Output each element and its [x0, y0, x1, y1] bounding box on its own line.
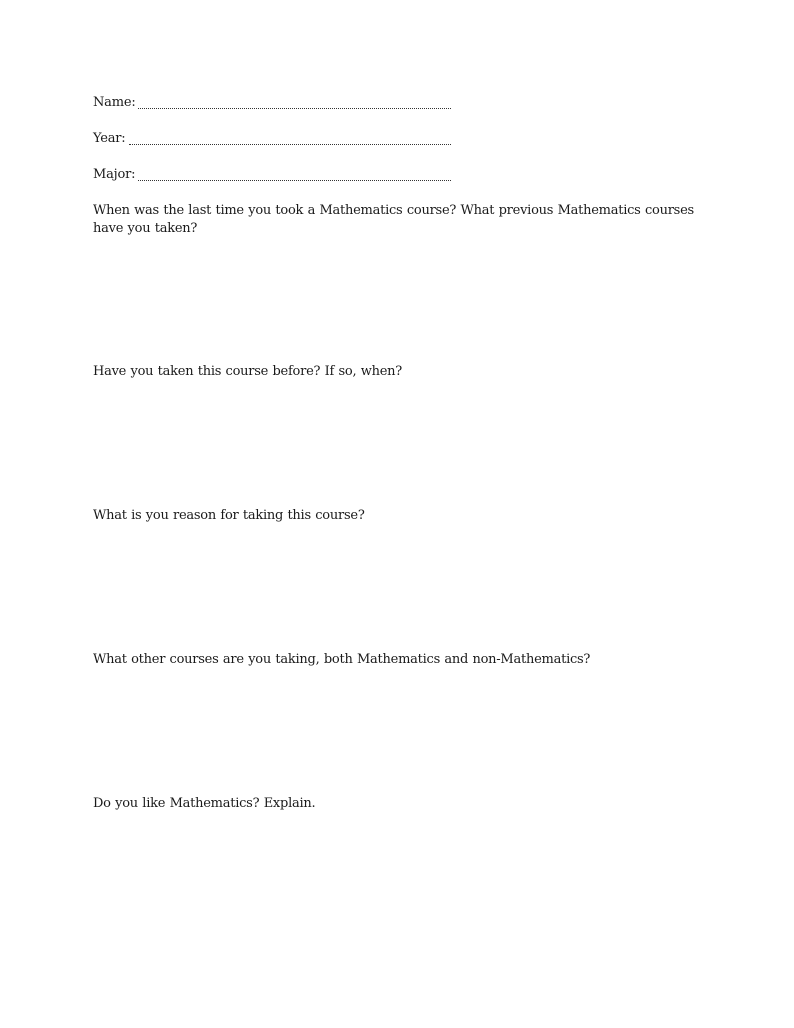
question-other-courses: What other courses are you taking, both Mathematics and non-Mathematics?: [93, 652, 591, 667]
answer-area-reason-for-course[interactable]: [93, 532, 708, 642]
year-label: Year:: [93, 131, 126, 146]
year-blank-line[interactable]: [129, 144, 451, 145]
question-taken-before: Have you taken this course before? If so, when?: [93, 364, 403, 379]
question-previous-math-courses: When was the last time you took a Mathematics course? What previous Mathematics courses have you taken?: [93, 203, 694, 236]
answer-area-previous-math-courses[interactable]: [93, 244, 708, 354]
year-field-row: [93, 130, 126, 148]
major-field-row: [93, 166, 135, 184]
answer-area-taken-before[interactable]: [93, 388, 708, 498]
answer-area-like-mathematics[interactable]: [93, 820, 708, 980]
major-label: Major:: [93, 167, 136, 182]
name-field-row: [93, 94, 136, 112]
major-blank-line[interactable]: [138, 180, 451, 181]
name-blank-line[interactable]: [138, 108, 451, 109]
question-reason-for-course: What is you reason for taking this course?: [93, 508, 365, 523]
answer-area-other-courses[interactable]: [93, 676, 708, 786]
question-like-mathematics: Do you like Mathematics? Explain.: [93, 796, 316, 811]
name-label: Name:: [93, 95, 136, 110]
